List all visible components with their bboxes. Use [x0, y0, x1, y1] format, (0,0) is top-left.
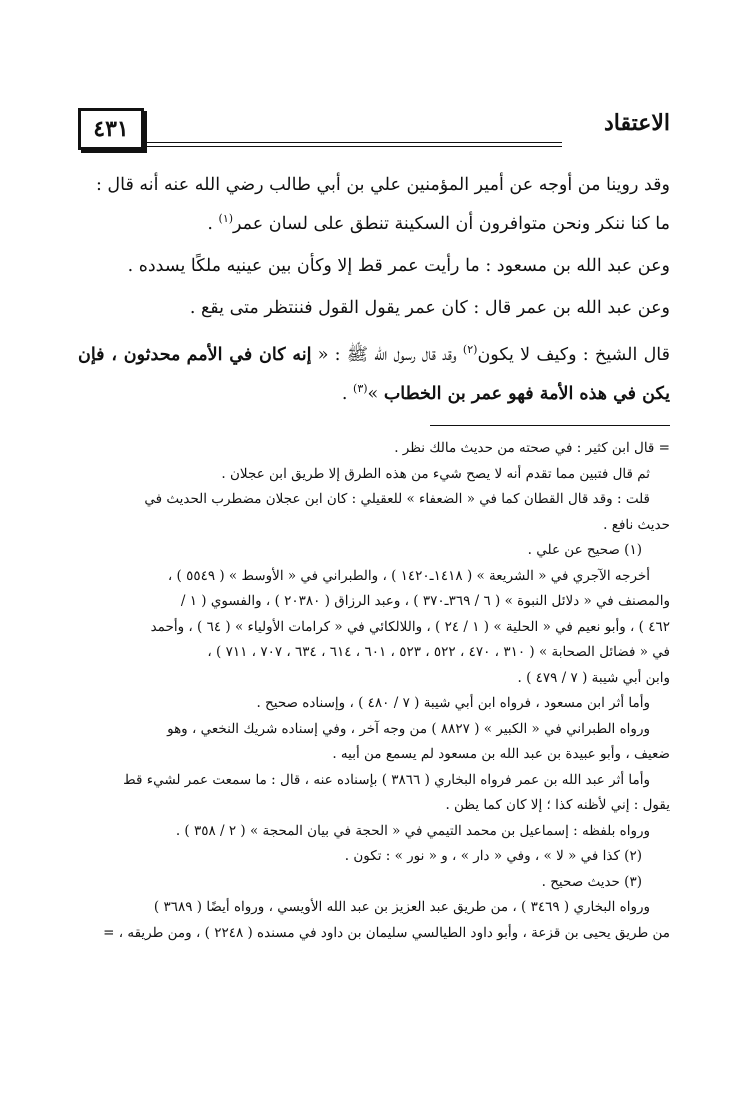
footnote-line: ضعيف ، وأبو عبيدة بن عبد الله بن مسعود لم يسمع من أبيه .: [332, 746, 670, 762]
hadith-text-2: محدثون ، فإن يكن في هذه الأمة فهو عمر بن الخطاب: [78, 344, 670, 404]
hadith-text-1: إنه كان في الأمم: [186, 344, 312, 365]
footnote-ref-3: (٣): [353, 381, 368, 395]
footnote-2: (٢) كذا في « لا » ، وفي « دار » ، و « نور » : تكون .: [344, 848, 642, 864]
footnote-1-heading: (١) صحيح عن علي .: [527, 542, 642, 558]
footnote-line: ورواه الطبراني في « الكبير » ( ٨٨٢٧ ) من وجه آخر ، وفي إسناده شريك النخعي ، وهو: [167, 720, 650, 737]
footnote-line: أخرجه الآجري في « الشريعة » ( ١٤١٨ـ١٤٢٠ ) ، والطبراني في « الأوسط » ( ٥٥٤٩ ) ،: [167, 567, 650, 584]
section-title: الاعتقاد: [603, 110, 670, 136]
footnote-line: ورواه بلفظه : إسماعيل بن محمد التيمي في « الحجة في بيان المحجة » ( ٢ / ٣٥٨ ) .: [175, 822, 650, 839]
shaykh-text-a: قال الشيخ : وكيف لا يكون: [477, 344, 670, 365]
footnote-line: والمصنف في « دلائل النبوة » ( ٦ / ٣٦٩ـ٣٧٠ ) ، وعبد الرزاق ( ٢٠٣٨٠ ) ، والفسوي ( ١ /: [180, 593, 670, 609]
header-rule: [146, 142, 562, 147]
page-header: [78, 108, 670, 152]
footnote-line: في « فضائل الصحابة » ( ٣١٠ ، ٤٧٠ ، ٥٢٢ ، ٥٢٣ ، ٦٠١ ، ٦١٤ ، ٦٣٤ ، ٧٠٧ ، ٧١١ ) ،: [207, 644, 670, 660]
footnote-ref-2: (٢): [462, 342, 478, 356]
shaykh-text-b: وقد قال رسول الله ﷺ : «: [311, 344, 463, 365]
footnotes: [72, 436, 670, 946]
footnote-line: من طريق يحيى بن قزعة ، وأبو داود الطيالسي سليمان بن داود في مسنده ( ٢٢٤٨ ) ، ومن طريقه ، =: [103, 924, 670, 941]
footnote-ref-1: (١): [218, 212, 234, 225]
footnote-line: قلت : وقد قال القطان كما في « الضعفاء » للعقيلي : كان ابن عجلان مضطرب الحديث في: [144, 491, 650, 507]
footnote-line: يقول : إني لأظنه كذا ؛ إلا كان كما يظن .: [445, 797, 670, 813]
footnote-line: = قال ابن كثير : في صحته من حديث مالك نظر .: [394, 440, 670, 456]
paragraph-ibn-masud: وعن عبد الله بن مسعود : ما رأيت عمر قط إلا وكأن بين عينيه ملكًا يسدده .: [127, 255, 670, 276]
paragraph-ali: وقد روينا من أوجه عن أمير المؤمنين علي بن أبي طالب رضي الله عنه أنه قال : ما كنا ننكر ونحن متوافرون أن السكينة تنطق على لسان عمر$^{(١)}$ .: [95, 175, 670, 234]
footnote-line: وابن أبي شيبة ( ٧ / ٤٧٩ ) .: [517, 669, 670, 686]
footnote-separator: [430, 425, 670, 426]
footnote-line: وأما أثر عبد الله بن عمر فرواه البخاري ( ٣٨٦٦ ) بإسناده عنه ، قال : ما سمعت عمر لشيء قط: [123, 771, 650, 788]
footnote-line: حديث نافع .: [603, 516, 670, 533]
footnote-line: ثم قال فتبين مما تقدم أنه لا يصح شيء من هذه الطرق إلا طريق ابن عجلان .: [221, 465, 650, 482]
page-number: ٤٣١: [78, 108, 144, 150]
shaykh-text-c: »: [367, 383, 384, 404]
footnote-3-heading: (٣) حديث صحيح .: [541, 873, 642, 890]
shaykh-text-end: .: [341, 383, 354, 404]
paragraph-ibn-umar: وعن عبد الله بن عمر قال : كان عمر يقول القول فننتظر متى يقع .: [189, 297, 670, 318]
paragraph-shaykh: [78, 333, 670, 411]
main-text: [78, 168, 670, 416]
paragraph-ali-line2: ما كنا ننكر ونحن متوافرون أن السكينة تنطق على لسان عمر: [233, 213, 670, 234]
footnote-line: ٤٦٢ ) ، وأبو نعيم في « الحلية » ( ١ / ٢٤ ) ، واللالكائي في « كرامات الأولياء » ( ٦٤ ) ، وأحمد: [150, 618, 670, 635]
footnote-line: وأما أثر ابن مسعود ، فرواه ابن أبي شيبة ( ٧ / ٤٨٠ ) ، وإسناده صحيح .: [256, 695, 650, 711]
footnote-line: ورواه البخاري ( ٣٤٦٩ ) ، من طريق عبد العزيز بن عبد الله الأويسي ، ورواه أيضًا ( ٣٦٨٩ ): [153, 899, 650, 915]
paragraph-ali-line1: وقد روينا من أوجه عن أمير المؤمنين علي بن أبي طالب رضي الله عنه أنه قال :: [95, 175, 670, 195]
